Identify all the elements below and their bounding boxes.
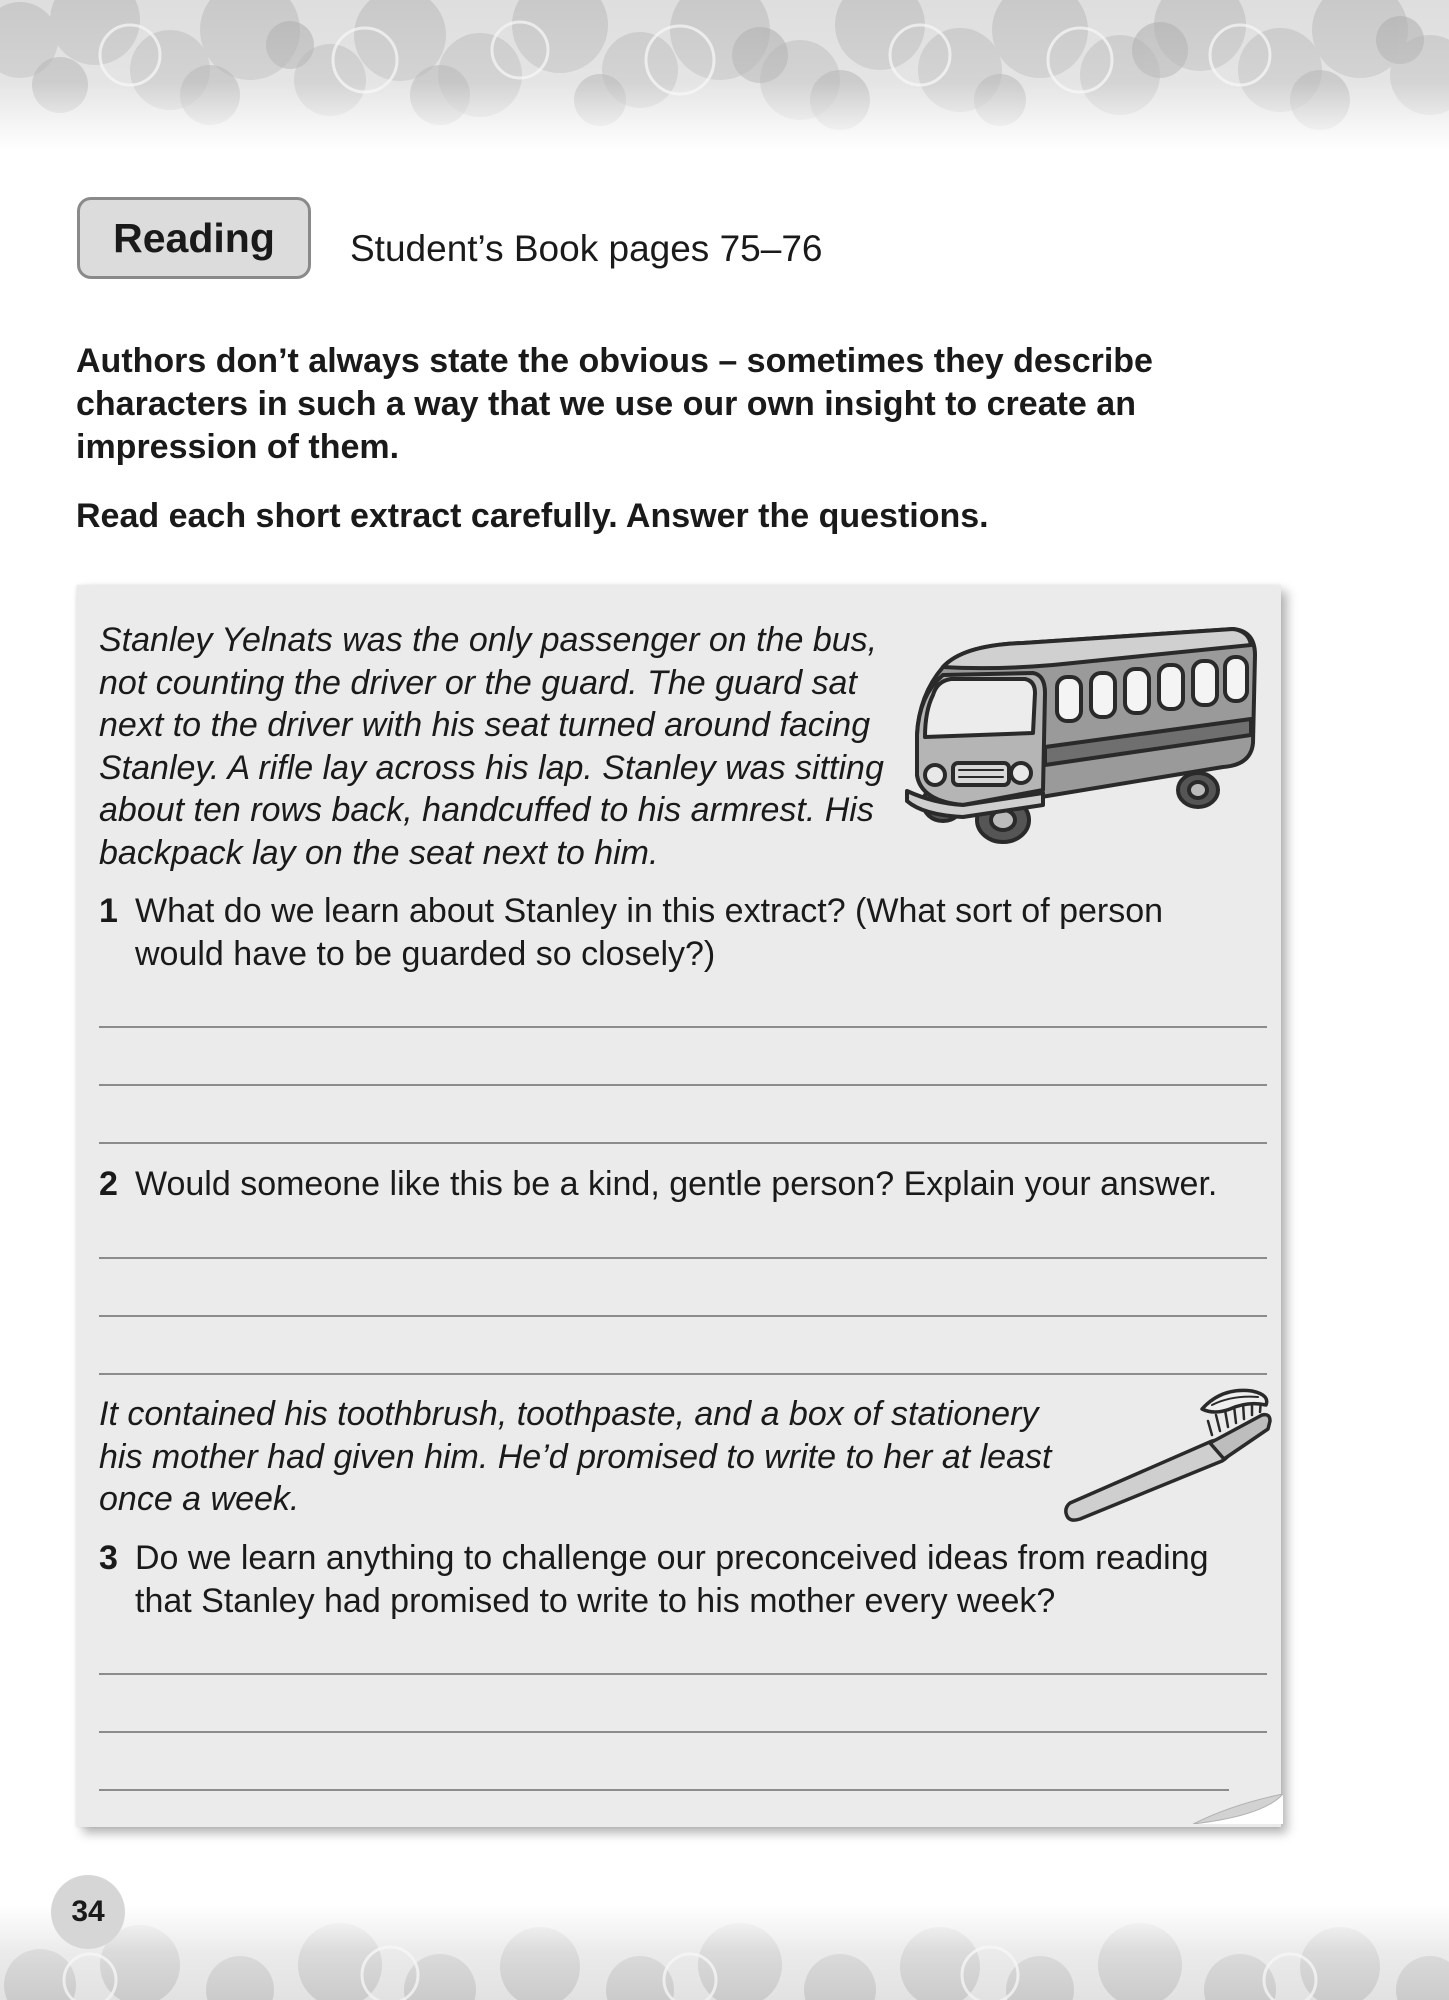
- answer-line-q2[interactable]: [99, 1373, 1267, 1375]
- question-number: 3: [99, 1539, 118, 1577]
- question-number: 2: [99, 1165, 118, 1203]
- page-curl-decoration: [1193, 1794, 1283, 1829]
- top-decorative-band: [0, 0, 1449, 150]
- question-3: [99, 1537, 1239, 1623]
- answer-line-q1[interactable]: [99, 1084, 1267, 1086]
- answer-line-q2[interactable]: [99, 1257, 1267, 1259]
- question-number: 1: [99, 892, 118, 930]
- instruction-text: Read each short extract carefully. Answer the questions.: [76, 497, 989, 535]
- answer-line-q3[interactable]: [99, 1731, 1267, 1733]
- book-page-reference: Student’s Book pages 75–76: [350, 228, 823, 269]
- bottom-decorative-band: [0, 1905, 1449, 2000]
- answer-line-q1[interactable]: [99, 1026, 1267, 1028]
- section-tab-reading: Reading: [77, 197, 311, 279]
- question-1: [99, 890, 1239, 976]
- extract-1: Stanley Yelnats was the only passenger on the bus, not counting the driver or the guard. The guard sat next to the driver with his seat turned around facing Stanley. A rifle lay across his lap. Stanley was sitting about ten rows back, handcuffed to his armrest. His backpack lay on the seat next to him.: [99, 621, 884, 872]
- toothbrush-illustration: [1062, 1385, 1272, 1530]
- question-text: What do we learn about Stanley in this extract? (What sort of person would have to be guarded so closely?): [135, 892, 1164, 973]
- answer-line-q3[interactable]: [99, 1673, 1267, 1675]
- answer-line-q1[interactable]: [99, 1142, 1267, 1144]
- extract-2: It contained his toothbrush, toothpaste, and a box of stationery his mother had given him. He’d promised to write to her at least once a week.: [99, 1395, 1052, 1518]
- worksheet-card: [77, 585, 1281, 1827]
- answer-line-q2[interactable]: [99, 1315, 1267, 1317]
- question-text: Would someone like this be a kind, gentle person? Explain your answer.: [135, 1165, 1218, 1203]
- question-text: Do we learn anything to challenge our preconceived ideas from reading that Stanley had promised to write to his mother every week?: [135, 1539, 1209, 1620]
- question-2: [99, 1163, 1239, 1206]
- answer-line-q3[interactable]: [99, 1789, 1229, 1791]
- intro-paragraph: Authors don’t always state the obvious – sometimes they describe characters in such a way that we use our own insight to create an impression of them.: [76, 342, 1153, 466]
- page-number: 34: [51, 1875, 125, 1949]
- bus-illustration: [903, 615, 1265, 854]
